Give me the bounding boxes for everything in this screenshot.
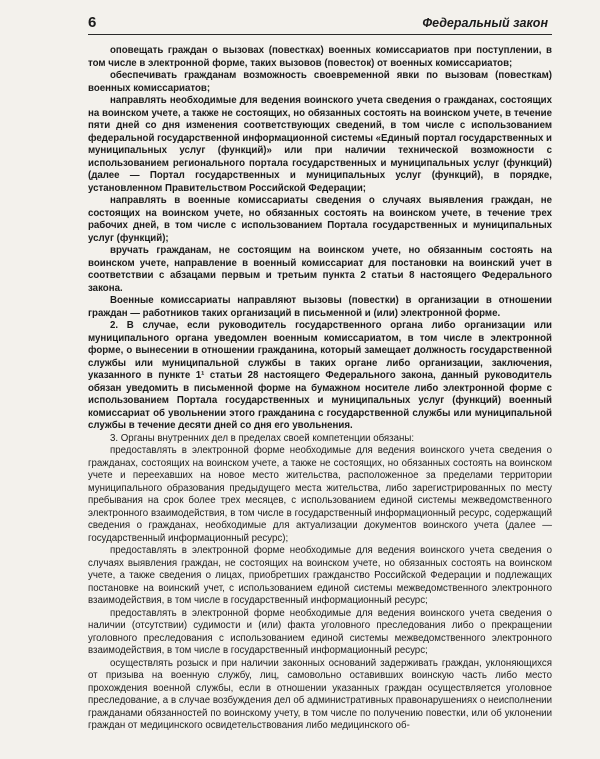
paragraph: 3. Органы внутренних дел в пределах своей компетенции обязаны:: [110, 432, 415, 444]
paragraph: 2. В случае, если руководитель государственного органа либо организации или муниципального органа уведомлен военным комиссариатом, в том числе в электронной форме, о вынесении в отношении гражданина, который замещает должность государственной службы или муниципальной службы в таких органе либо организации, заключения, указанного в пункте 1¹ статьи 28 настоящего Федерального закона, данный руководитель обязан уведомить в письменной форме на бумажном носителе либо электронной форме с использованием Портала государственных и муниципальных услуг (функций) военный комиссариат об увольнении этого гражданина с государственной службы или муниципальной службы в течение десяти дней со дня его увольнения.: [88, 320, 552, 431]
paragraph: предоставлять в электронной форме необходимые для ведения воинского учета сведения о наличии (отсутствии) судимости и (или) факта уголовного преследования либо о прекращении уголовного преследования с использованием единой системы межведомственного электронного взаимодействия, в том числе в государственный информационный ресурс;: [88, 607, 552, 656]
page-header: [88, 14, 552, 35]
paragraph: предоставлять в электронной форме необходимые для ведения воинского учета сведения о случаях выявления граждан, не состоящих на воинском учете, но обязанных состоять на воинском учете, а также сведения о лицах, приобретших гражданство Российской Федерации и подлежащих постановке на воинский учет, с использованием единой системы межведомственного электронного взаимодействия, в том числе в государственный информационный ресурс;: [88, 545, 552, 606]
regular-text-block: [88, 433, 552, 733]
paragraph: направлять в военные комиссариаты сведения о случаях выявления граждан, не состоящих на воинском учете, но обязанных состоять на воинском учете, в течение трех рабочих дней, в том числе с использованием Портала государственных и муниципальных услуг (функций);: [88, 195, 552, 244]
paragraph: Военные комиссариаты направляют вызовы (повестки) в организации в отношении граждан — работников таких организаций в письменной и (или) электронной форме.: [88, 295, 552, 319]
paragraph: осуществлять розыск и при наличии законных оснований задерживать граждан, уклоняющихся от призыва на военную службу, лиц, самовольно оставивших воинскую часть либо место прохождения военной службы, если в отношении указанных граждан осуществляется уголовное преследование, а в случае возбуждения дел об административных правонарушениях о неисполнении гражданами обязанностей по воинскому учету, в том числе по получению повестки, или об уклонении граждан от медицинского освидетельствования либо медицинского об-: [88, 657, 552, 731]
running-title: Федеральный закон: [422, 16, 548, 30]
paragraph: вручать гражданам, не состоящим на воинском учете, но обязанным состоять на воинском учете, направление в военный комиссариат для постановки на воинский учет в соответствии с абзацами первым и третьим пункта 2 статьи 8 настоящего Федерального закона.: [88, 245, 552, 294]
paragraph: оповещать граждан о вызовах (повестках) военных комиссариатов при поступлении, в том числе в электронной форме, таких вызовов (повесток) от военных комиссариатов;: [88, 45, 552, 69]
paragraph: предоставлять в электронной форме необходимые для ведения воинского учета сведения о гражданах, состоящих на воинском учете, а также не состоящих, но обязанных состоять на воинском учете и переехавших на новое место жительства, расположенное за пределами территории муниципального образования предыдущего места жительства, либо зарегистрированных по месту пребывания на срок более трех месяцев, с использованием единой системы межведомственного электронного взаимодействия, в том числе в государственный информационный ресурс, содержащий сведения о гражданах, необходимые для актуализации документов воинского учета (далее — государственный информационный ресурс);: [88, 445, 552, 544]
amended-text-block: [88, 45, 552, 433]
page-number: 6: [88, 14, 97, 31]
paragraph: обеспечивать гражданам возможность своевременной явки по вызовам (повесткам) военных комиссариатов;: [88, 70, 552, 94]
document-body: [88, 45, 552, 759]
paragraph: направлять необходимые для ведения воинского учета сведения о гражданах, состоящих на воинском учете, а также не состоящих, но обязанных состоять на воинском учете, в течение пяти дней со дня изменения соответствующих сведений, в том числе с использованием федеральной государственной информационной системы «Единый портал государственных и муниципальных услуг (функций)» или при наличии технической возможности с использованием регионального портала государственных и муниципальных услуг (функций) (далее — Портал государственных и муниципальных услуг (функций), в порядке, установленном Правительством Российской Федерации;: [88, 95, 552, 194]
